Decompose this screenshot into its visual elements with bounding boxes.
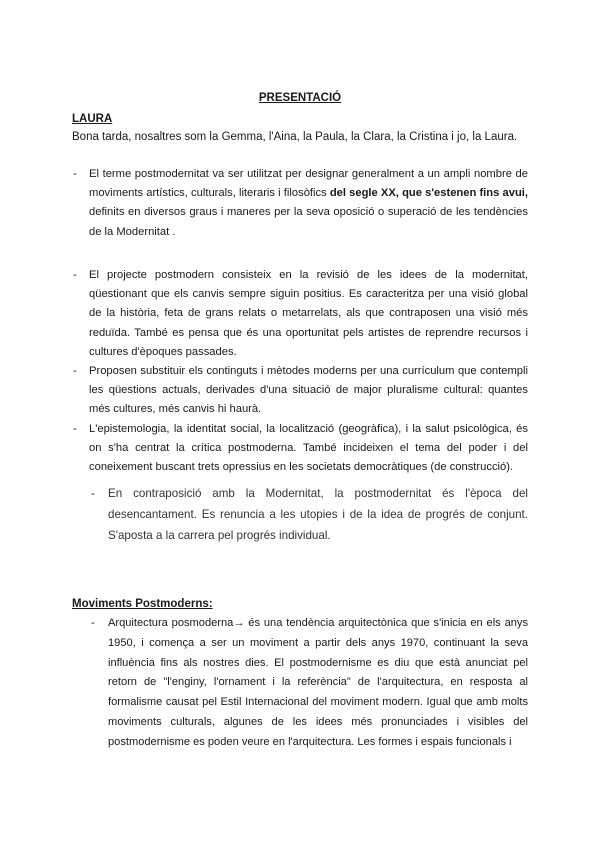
- list-item: - Arquitectura posmoderna→ és una tendència arquitectònica que s'inicia en els anys 1950, i comença a ser un moviment a partir dels anys 1970, continuant la seva influència fins als nostres dies. El postmodernisme es diu que està anunciat pel retorn de "l'enginy, l'ornament i la referència" de l'arquitectura, en resposta al formalisme causat pel Estil Internacional del moviment modern. Igual que amb molts moviments culturals, algunes de les idees més pronunciades i visibles del postmodernisme es poden veure en l'arquitectura. Les formes i espais funcionals i: [90, 614, 528, 753]
- speaker-name: LAURA: [72, 113, 113, 125]
- list-item: - L'epistemologia, la identitat social, la localització (geogràfica), i la salut psicològica, és on s'ha centrat la crítica postmoderna. També incideixen el tema del poder i del coneixement buscant trets opressius en les societats democràtiques (de construcció).: [72, 420, 528, 478]
- section-heading: Moviments Postmoderns:: [72, 598, 213, 610]
- sub-bullet-list: [90, 483, 528, 546]
- bullet-bold-text: del segle XX, que s'estenen fins avui,: [329, 187, 528, 200]
- list-item: - El projecte postmodern consisteix en la revisió de les idees de la modernitat, qüestionant que els canvis sempre siguin positius. Es caracteritza per una visió global de la història, feta de grans relats o metarrelats, als que contraposen una visió més reduïda. També es pensa que és una oportunitat pels artistes de reprendre recursos i cultures d'èpoques passades.: [72, 266, 528, 362]
- bullet-text: definits en diversos graus i maneres per la seva oposició o superació de les tendències de la Modernitat .: [89, 206, 528, 238]
- list-item: - Proposen substituir els continguts i mètodes moderns per una currículum que contempli les qüestions actuals, derivades d'una situació de major pluralisme cultural: quantes més cultures, més canvis hi haurà.: [72, 362, 528, 420]
- bullet-list-1: [72, 165, 528, 242]
- bullet-text: El terme postmodernitat va ser utilitzat per designar generalment a un ampli nombre de moviments artístics, culturals, literaris i filosòfics: [89, 168, 528, 200]
- list-item: [72, 165, 528, 242]
- list-item: - En contraposició amb la Modernitat, la postmodernitat és l'època del desencantament. Es renuncia a les utopies i de la idea de progrés de conjunt. S'aposta a la carrera pel progrés individual.: [90, 483, 528, 546]
- page-title: PRESENTACIÓ: [258, 92, 342, 104]
- intro-paragraph: Bona tarda, nosaltres som la Gemma, l'Aina, la Paula, la Clara, la Cristina i jo, la Laura.: [72, 131, 518, 143]
- bullet-list-2: [72, 266, 528, 477]
- movements-list: [90, 614, 528, 753]
